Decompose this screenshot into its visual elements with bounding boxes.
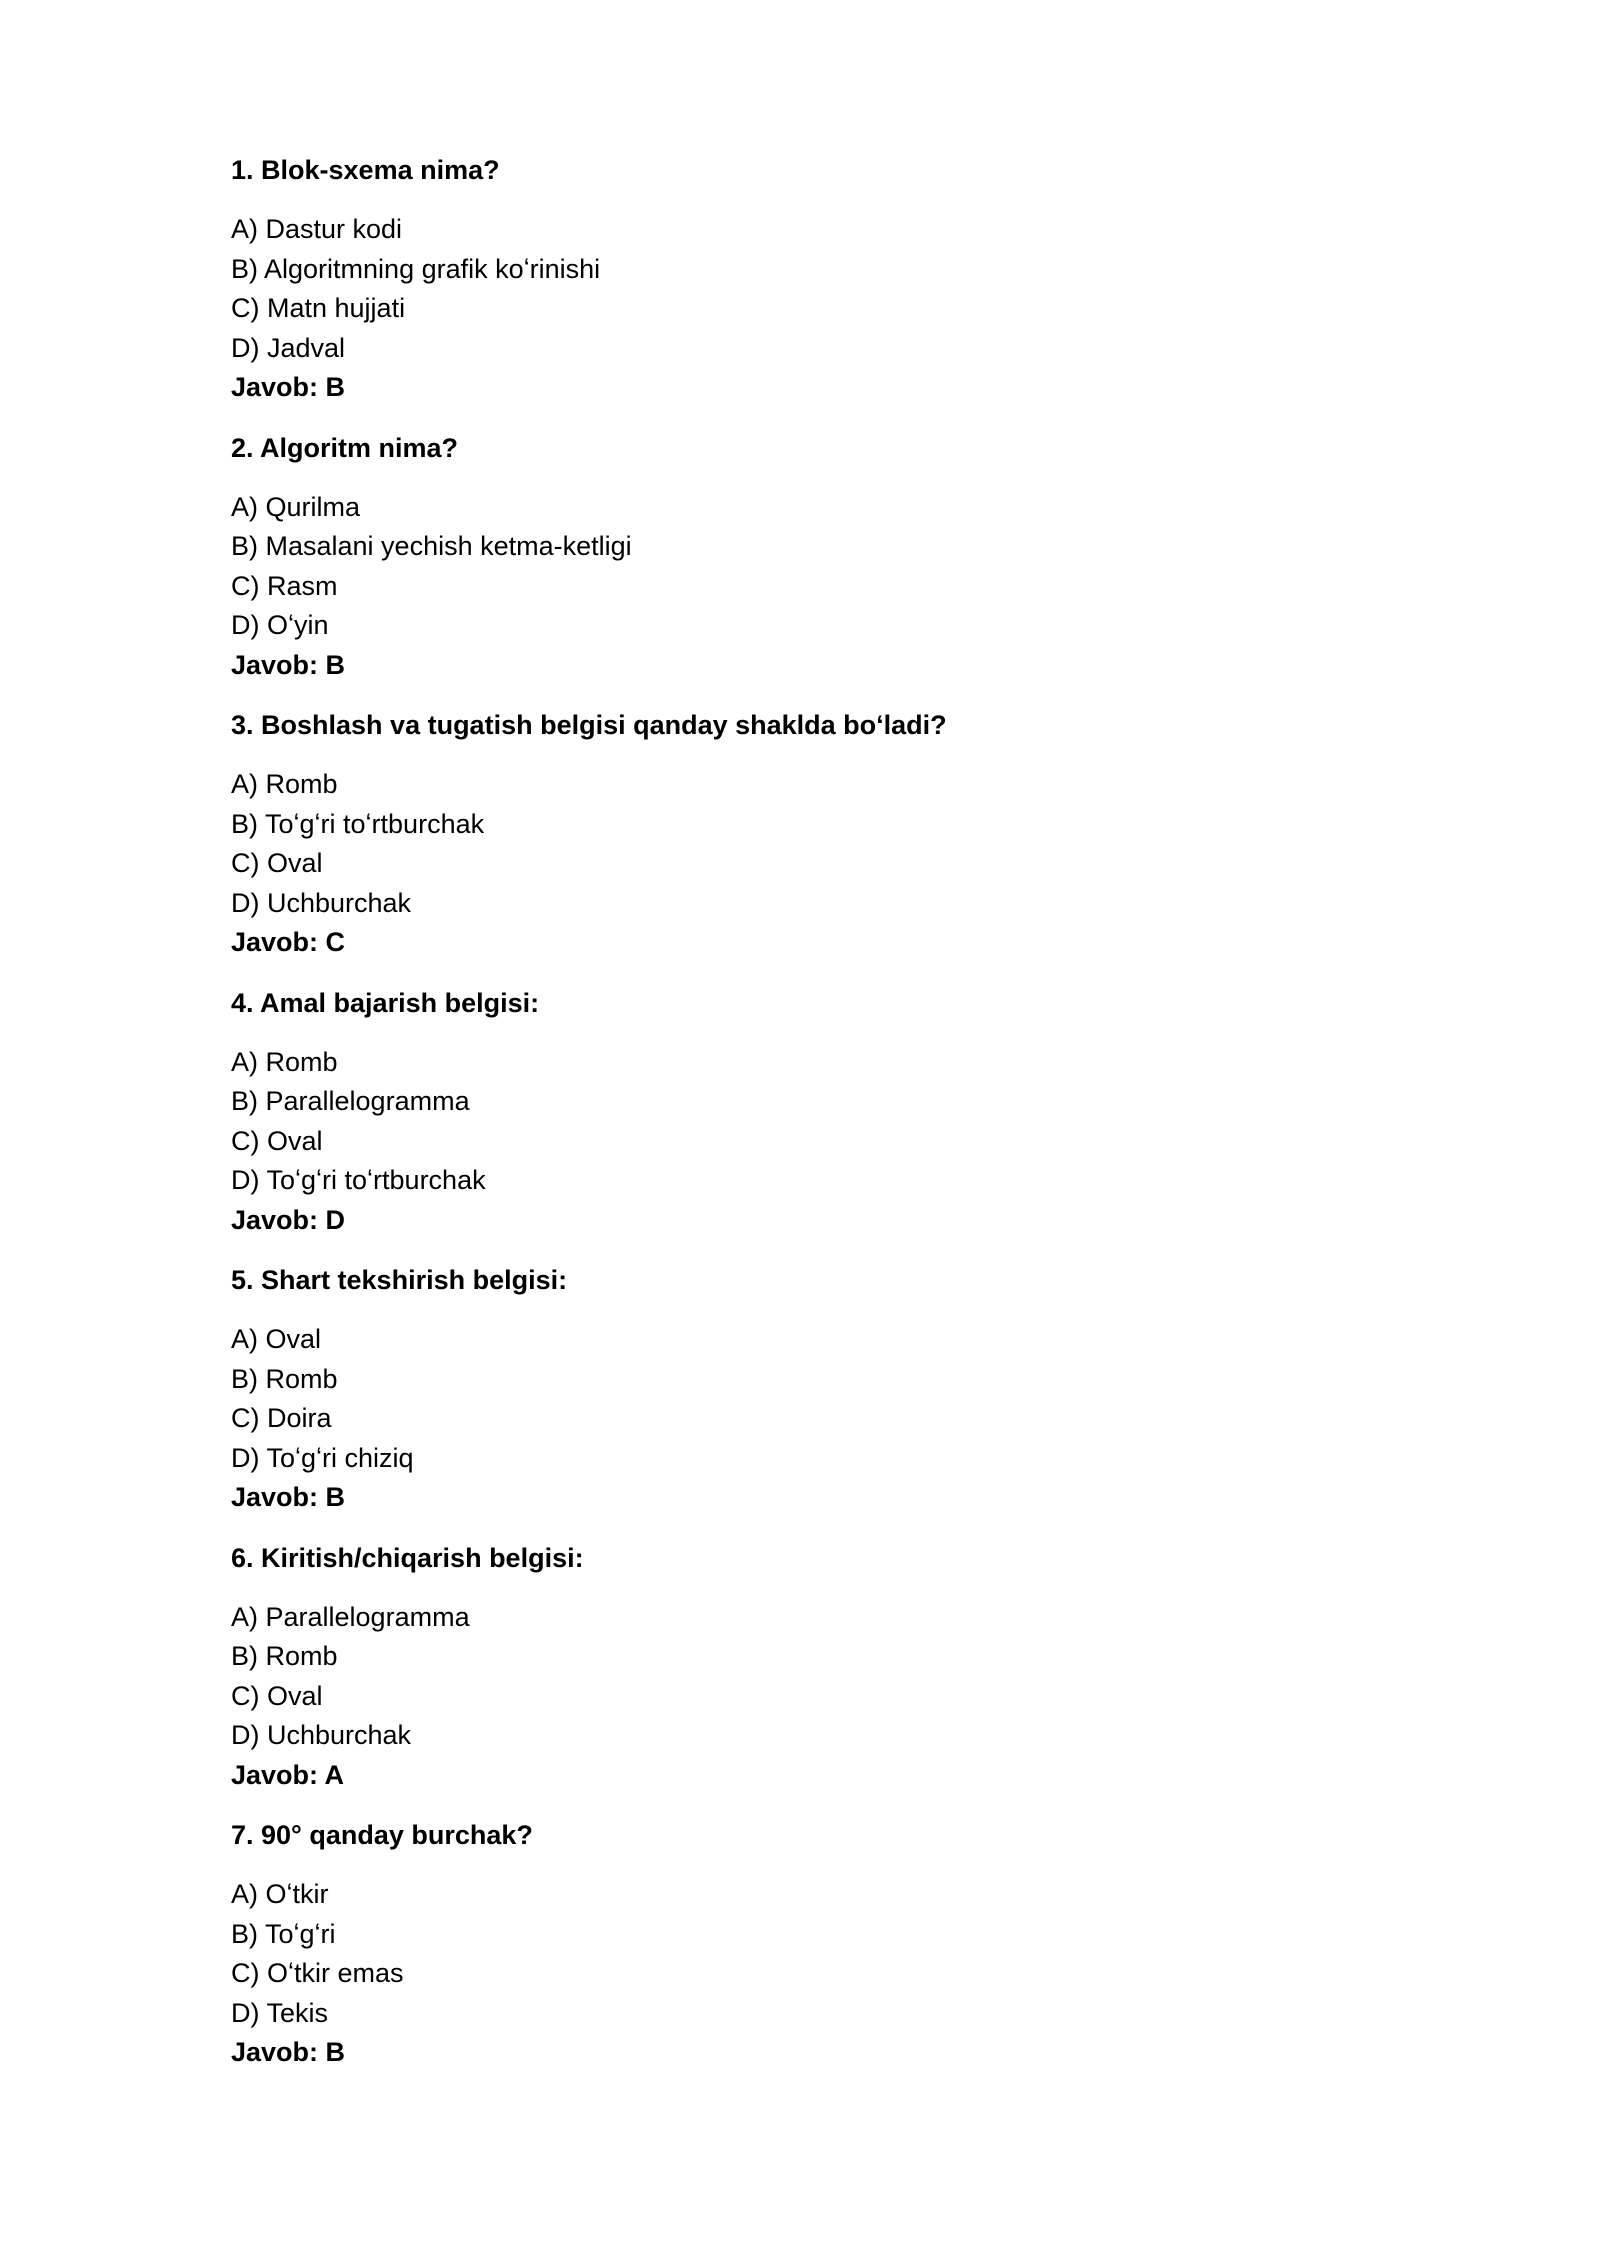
option-a: A) Qurilma — [231, 491, 361, 522]
question-title: 2. Algoritm nima? — [231, 432, 459, 463]
option-a: A) Romb — [231, 769, 338, 799]
option-b: B) Algoritmning grafik koʻrinishi — [231, 253, 601, 284]
option-b: B) Parallelogramma — [231, 1086, 470, 1116]
option-b: B) Romb — [231, 1641, 338, 1671]
option-c: C) Oʻtkir emas — [231, 1958, 404, 1988]
question-title: 5. Shart tekshirish belgisi: — [231, 1265, 568, 1295]
question-6 — [231, 1538, 1431, 1796]
option-c: C) Oval — [231, 1680, 323, 1711]
question-title: 3. Boshlash va tugatish belgisi qanday shaklda boʻladi? — [231, 710, 947, 740]
option-c: C) Rasm — [231, 570, 338, 601]
option-d: D) Jadval — [231, 332, 346, 363]
option-b: B) Toʻgʻri — [231, 1918, 336, 1949]
question-2 — [231, 428, 1431, 686]
option-c: C) Oval — [231, 848, 323, 878]
option-d: D) Oʻyin — [231, 610, 329, 640]
option-c: C) Doira — [231, 1403, 332, 1433]
question-7 — [231, 1815, 1431, 2073]
option-a: A) Romb — [231, 1046, 338, 1077]
question-title: 1. Blok-sxema nima? — [231, 155, 500, 185]
answer-line: Javob: B — [231, 2037, 346, 2067]
answer-line: Javob: B — [231, 1482, 346, 1512]
option-d: D) Toʻgʻri chiziq — [231, 1442, 414, 1473]
question-1 — [231, 150, 1431, 408]
option-a: A) Dastur kodi — [231, 214, 403, 244]
answer-line: Javob: A — [231, 1759, 345, 1790]
option-a: A) Oʻtkir — [231, 1879, 329, 1909]
question-3 — [231, 705, 1431, 963]
question-4 — [231, 983, 1431, 1241]
option-b: B) Romb — [231, 1363, 338, 1394]
option-b: B) Toʻgʻri toʻrtburchak — [231, 808, 485, 839]
option-d: D) Uchburchak — [231, 1720, 412, 1750]
option-a: A) Oval — [231, 1324, 322, 1354]
option-c: C) Matn hujjati — [231, 293, 406, 323]
question-title: 4. Amal bajarish belgisi: — [231, 987, 540, 1018]
question-title: 7. 90° qanday burchak? — [231, 1820, 533, 1850]
document-page — [231, 150, 1431, 2093]
answer-line: Javob: B — [231, 649, 346, 680]
option-a: A) Parallelogramma — [231, 1601, 470, 1632]
answer-line: Javob: C — [231, 927, 346, 957]
option-d: D) Tekis — [231, 1997, 329, 2028]
option-c: C) Oval — [231, 1125, 323, 1156]
question-5 — [231, 1260, 1431, 1518]
answer-line: Javob: B — [231, 372, 346, 402]
option-d: D) Toʻgʻri toʻrtburchak — [231, 1165, 486, 1195]
answer-line: Javob: D — [231, 1204, 346, 1235]
option-b: B) Masalani yechish ketma-ketligi — [231, 531, 632, 561]
question-title: 6. Kiritish/chiqarish belgisi: — [231, 1542, 584, 1573]
option-d: D) Uchburchak — [231, 887, 412, 918]
